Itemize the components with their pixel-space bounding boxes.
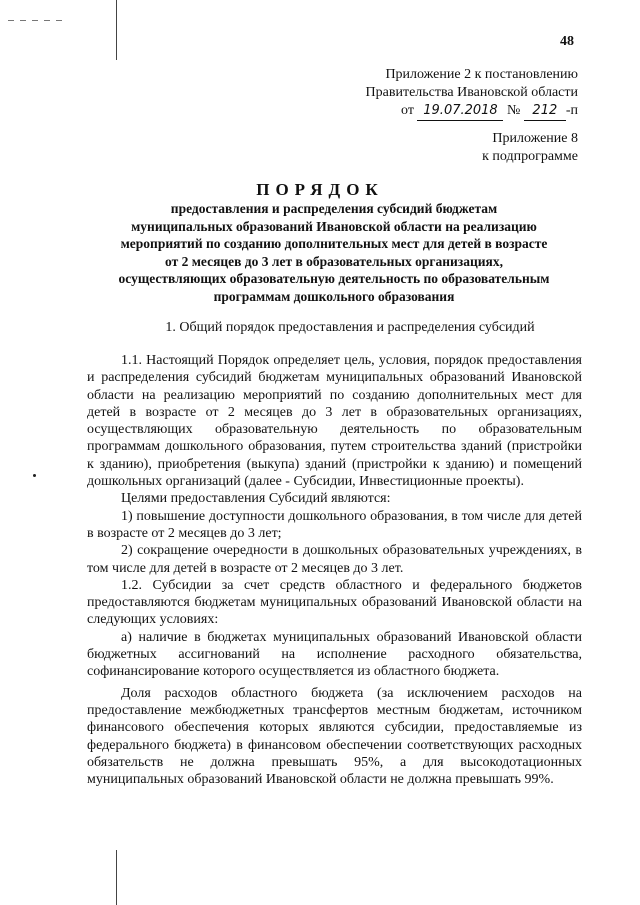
subtitle-line: осуществляющих образовательную деятельность по образовательным	[118, 271, 550, 286]
subtitle-line: предоставления и распределения субсидий бюджетам	[170, 201, 498, 216]
government-line: Правительства Ивановской области	[365, 85, 578, 100]
appendix8-line: Приложение 8	[492, 131, 578, 146]
appendix-line: Приложение 2 к постановлению	[385, 67, 578, 82]
goal-1: 1) повышение доступности дошкольного образования, в том числе для детей в возрасте от 2 месяцев до 3 лет;	[87, 508, 582, 541]
resolution-line	[0, 102, 578, 121]
scan-margin-line	[116, 850, 117, 905]
goals-intro: Целями предоставления Субсидий являются:	[121, 491, 391, 507]
scan-artifact	[8, 20, 68, 21]
subtitle-line: мероприятий по созданию дополнительных мест для детей в возрасте	[120, 236, 548, 251]
scan-artifact	[33, 474, 36, 477]
from-label: от	[401, 103, 414, 118]
handwritten-date: 19.07.2018	[417, 102, 503, 121]
section-heading: 1. Общий порядок предоставления и распределения субсидий	[165, 320, 535, 335]
appendix-header	[0, 66, 578, 121]
condition-a: а) наличие в бюджетах муниципальных образований Ивановской области бюджетных ассигнований на исполнение расходного обязательства, софинансирование которого осуществляется из областного бюджета.	[87, 629, 582, 680]
number-label: №	[506, 103, 521, 118]
subtitle-line: программам дошкольного образования	[213, 288, 455, 304]
page-number: 48	[560, 34, 574, 49]
document-subtitle	[78, 200, 590, 305]
number-suffix: -п	[565, 103, 578, 118]
appendix8-header	[0, 130, 578, 166]
goal-2: 2) сокращение очередности в дошкольных образовательных учреждениях, в том числе для детей в возрасте от 2 месяцев до 3 лет.	[87, 543, 582, 576]
document-title: ПОРЯДОК	[256, 180, 384, 199]
budget-share-paragraph: Доля расходов областного бюджета (за исключением расходов на предоставление межбюджетных трансфертов местным бюджетам, источником финансового обеспечения которых являются субсидии, предоставляемые из федерального бюджета) в финансовом обеспечении соответствующих расходных обязательств не должна превышать 95%, а для высокодотационных муниципальных образований Ивановской области не должна превышать 99%.	[87, 685, 582, 788]
handwritten-number: 212	[524, 102, 566, 121]
scan-margin-line	[116, 0, 117, 60]
subtitle-line: от 2 месяцев до 3 лет в образовательных организациях,	[165, 253, 503, 269]
subtitle-line: муниципальных образований Ивановской области на реализацию	[131, 218, 537, 234]
paragraph-1-2: 1.2. Субсидии за счет средств областного и федерального бюджетов предоставляются бюджетам муниципальных образований Ивановской области на следующих условиях:	[87, 577, 582, 628]
paragraph-1-1: 1.1. Настоящий Порядок определяет цель, условия, порядок предоставления и распределения субсидий бюджетам муниципальных образований Ивановской области на реализацию мероприятий по созданию дополнительных мест для детей в возрасте от 2 месяцев до 3 лет в образовательных организациях, осуществляющих образовательную деятельность по образовательным программам дошкольного образования, путем строительства зданий (пристройки к зданию), приобретения (выкупа) зданий (пристройки к зданию) и помещений дошкольных организаций (далее - Субсидии, Инвестиционные проекты).	[87, 353, 582, 490]
document-body	[87, 352, 582, 788]
subprogram-line: к подпрограмме	[482, 149, 578, 164]
